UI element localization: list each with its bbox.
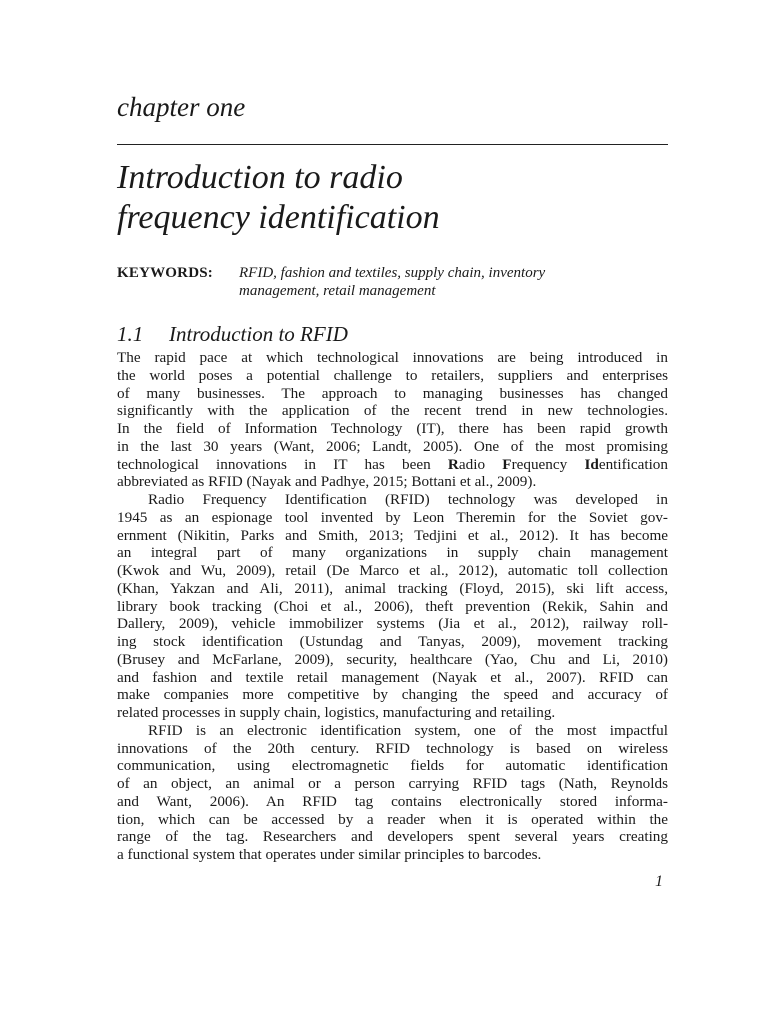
text-line: in the last 30 years (Want, 2006; Landt, 2005). One of the most promising — [117, 437, 668, 455]
body-text — [117, 349, 668, 864]
text-line: the world poses a potential challenge to retailers, suppliers and enterprises — [117, 366, 668, 384]
text-line: related processes in supply chain, logistics, manufacturing and retailing. — [117, 704, 556, 721]
text-line: In the field of Information Technology (IT), there has been rapid growth — [117, 420, 668, 437]
text-line: The rapid pace at which technological innovations are being introduced in — [117, 349, 668, 366]
text-line: Radio Frequency Identification (RFID) technology was developed in — [148, 491, 668, 508]
text-line: and fashion and textile retail management (Nayak et al., 2007). RFID can — [117, 668, 668, 686]
keywords-list — [239, 264, 679, 300]
section-number: 1.1 — [117, 322, 144, 346]
text-line: ing stock identification (Ustundag and Tanyas, 2009), movement tracking — [117, 633, 668, 650]
text-line: range of the tag. Researchers and developers spent several years creating — [117, 828, 668, 846]
text-line: Dallery, 2009), vehicle immobilizer systems (Jia et al., 2012), railway roll- — [117, 615, 668, 633]
section-heading — [117, 322, 348, 347]
text-line: tion, which can be accessed by a reader when it is operated within the — [117, 810, 668, 828]
text-line: a functional system that operates under similar principles to barcodes. — [117, 846, 542, 863]
text-line: library book tracking (Choi et al., 2006), theft prevention (Rekik, Sahin and — [117, 597, 668, 615]
text-line: (Brusey and McFarlane, 2009), security, healthcare (Yao, Chu and Li, 2010) — [117, 650, 668, 668]
text-line: significantly with the application of the recent trend in new technologies. — [117, 402, 668, 420]
page-number: 1 — [655, 873, 663, 890]
text-line: technological innovations in IT has been Radio Frequency Identification — [117, 455, 668, 473]
text-line: abbreviated as RFID (Nayak and Padhye, 2015; Bottani et al., 2009). — [117, 473, 537, 491]
text-line: (Khan, Yakzan and Ali, 2011), animal tracking (Floyd, 2015), ski lift access, — [117, 579, 668, 597]
text-line: 1945 as an espionage tool invented by Leon Theremin for the Soviet gov- — [117, 508, 668, 526]
text-line: and Want, 2006). An RFID tag contains electronically stored informa- — [117, 792, 668, 810]
text-line: innovations of the 20th century. RFID technology is based on wireless — [117, 739, 668, 757]
keywords-line: RFID, fashion and textiles, supply chain, inventory — [239, 265, 546, 281]
chapter-label: chapter one — [117, 92, 246, 122]
keywords-line: management, retail management — [239, 283, 436, 299]
paragraph — [117, 491, 668, 722]
chapter-title — [117, 158, 440, 238]
text-line: (Kwok and Wu, 2009), retail (De Marco et al., 2012), automatic toll collection — [117, 562, 668, 579]
text-line: make companies more competitive by changing the speed and accuracy of — [117, 686, 668, 704]
text-line: an integral part of many organizations in supply chain management — [117, 544, 668, 562]
keywords-label: KEYWORDS: — [117, 265, 213, 281]
paragraph — [117, 722, 668, 864]
text-line: of an object, an animal or a person carrying RFID tags (Nath, Reynolds — [117, 775, 668, 792]
text-line: communication, using electromagnetic fields for automatic identification — [117, 757, 668, 775]
chapter-title-line: frequency identification — [117, 199, 440, 236]
text-line: of many businesses. The approach to managing businesses has changed — [117, 384, 668, 402]
paragraph — [117, 349, 668, 491]
text-line: ernment (Nikitin, Parks and Smith, 2013; Tedjini et al., 2012). It has become — [117, 526, 668, 544]
section-title: Introduction to RFID — [169, 322, 348, 346]
chapter-divider — [117, 144, 668, 145]
text-line: RFID is an electronic identification system, one of the most impactful — [148, 721, 668, 739]
chapter-title-line: Introduction to radio — [117, 159, 403, 196]
